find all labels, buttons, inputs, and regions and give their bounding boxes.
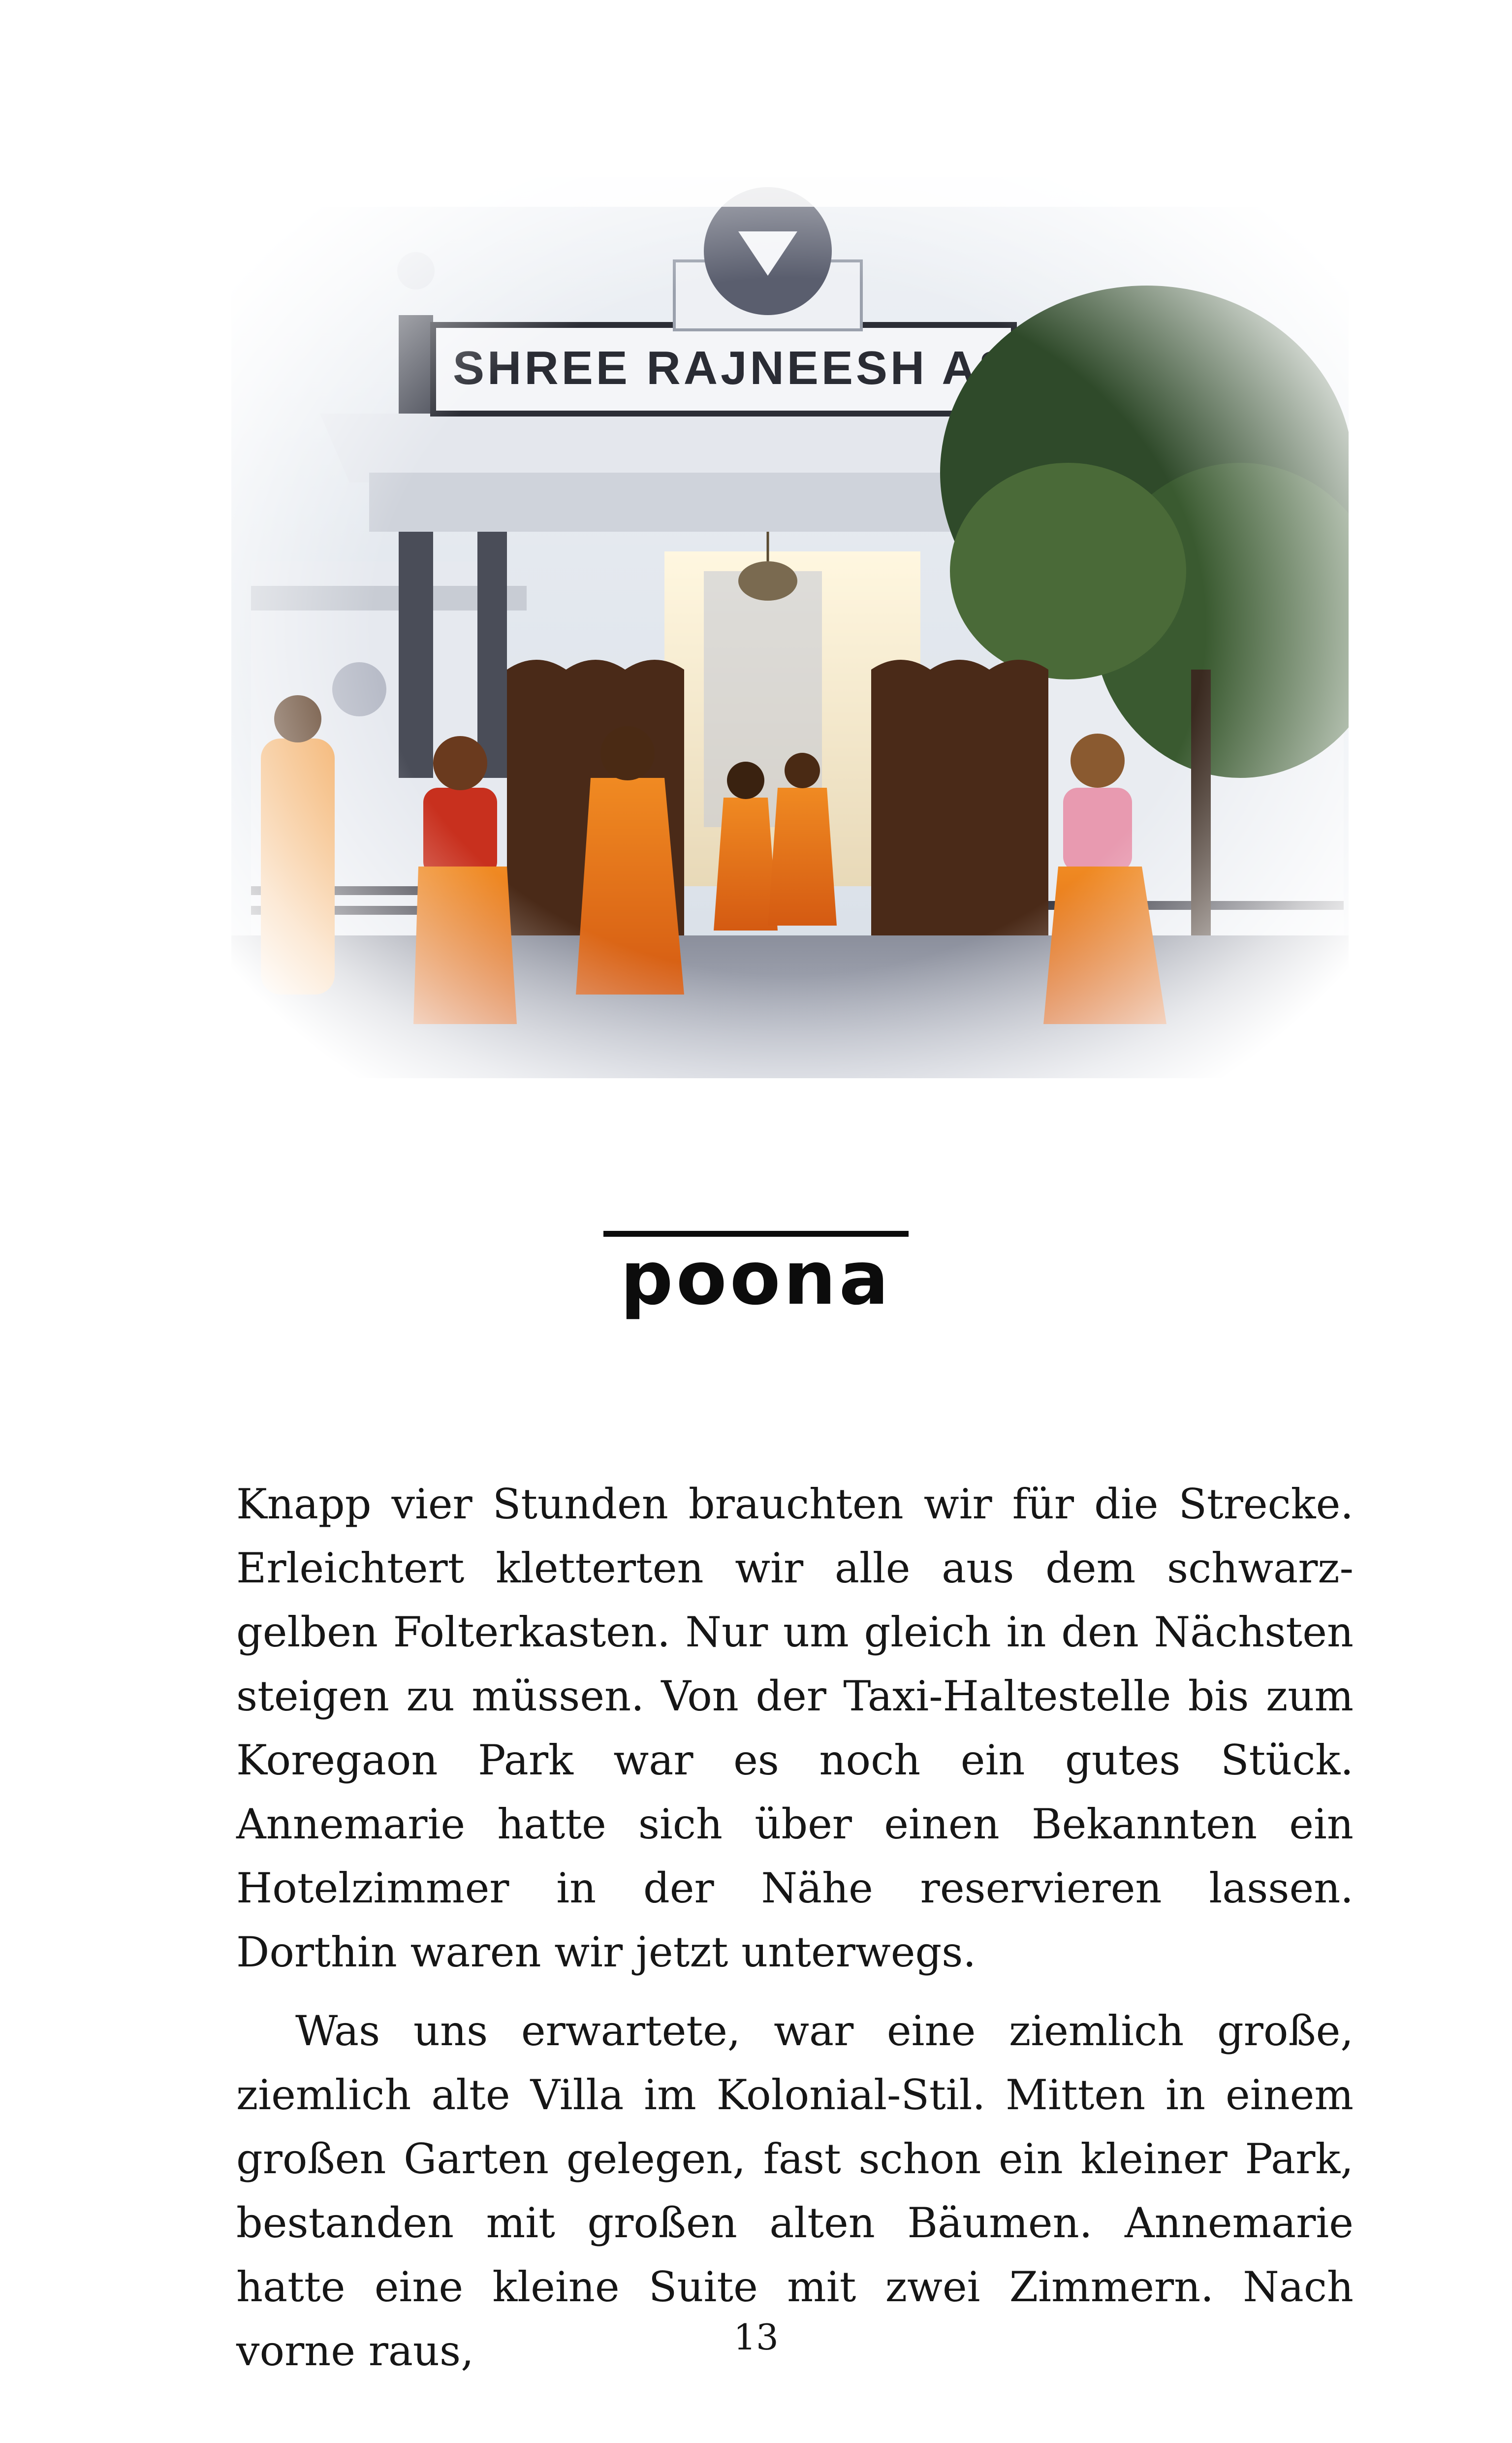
paragraph-1: Knapp vier Stunden brauchten wir für die Strecke. Erleichtert kletterten wir alle aus dem schwarz-gelben Folterkasten. Nur um gleich in den Nächsten steigen zu müssen. Von der Taxi-Haltestelle bis zum Koregaon Park war es noch ein gutes Stück. Annemarie hatte sich über einen Bekannten ein Hotelzimmer in der Nähe reservieren lassen. Dorthin waren wir jetzt unterwegs. [236, 1480, 1354, 1976]
ashram-gate-photo [231, 177, 1349, 1113]
paragraph-2: Was uns erwartete, war eine ziemlich große, ziemlich alte Villa im Kolonial-Stil. Mitten in einem großen Garten gelegen, fast schon ein kleiner Park, bestanden mit großen alten Bäumen. Annemarie hatte eine kleine Suite mit zwei Zimmern. Nach vorne raus, [236, 2007, 1354, 2375]
chapter-title [0, 1231, 1512, 1321]
chapter-title-text: poona [620, 1236, 892, 1321]
page-number: 13 [733, 2316, 779, 2358]
body-text [236, 1472, 1354, 2383]
photo-vignette [231, 177, 1349, 1113]
